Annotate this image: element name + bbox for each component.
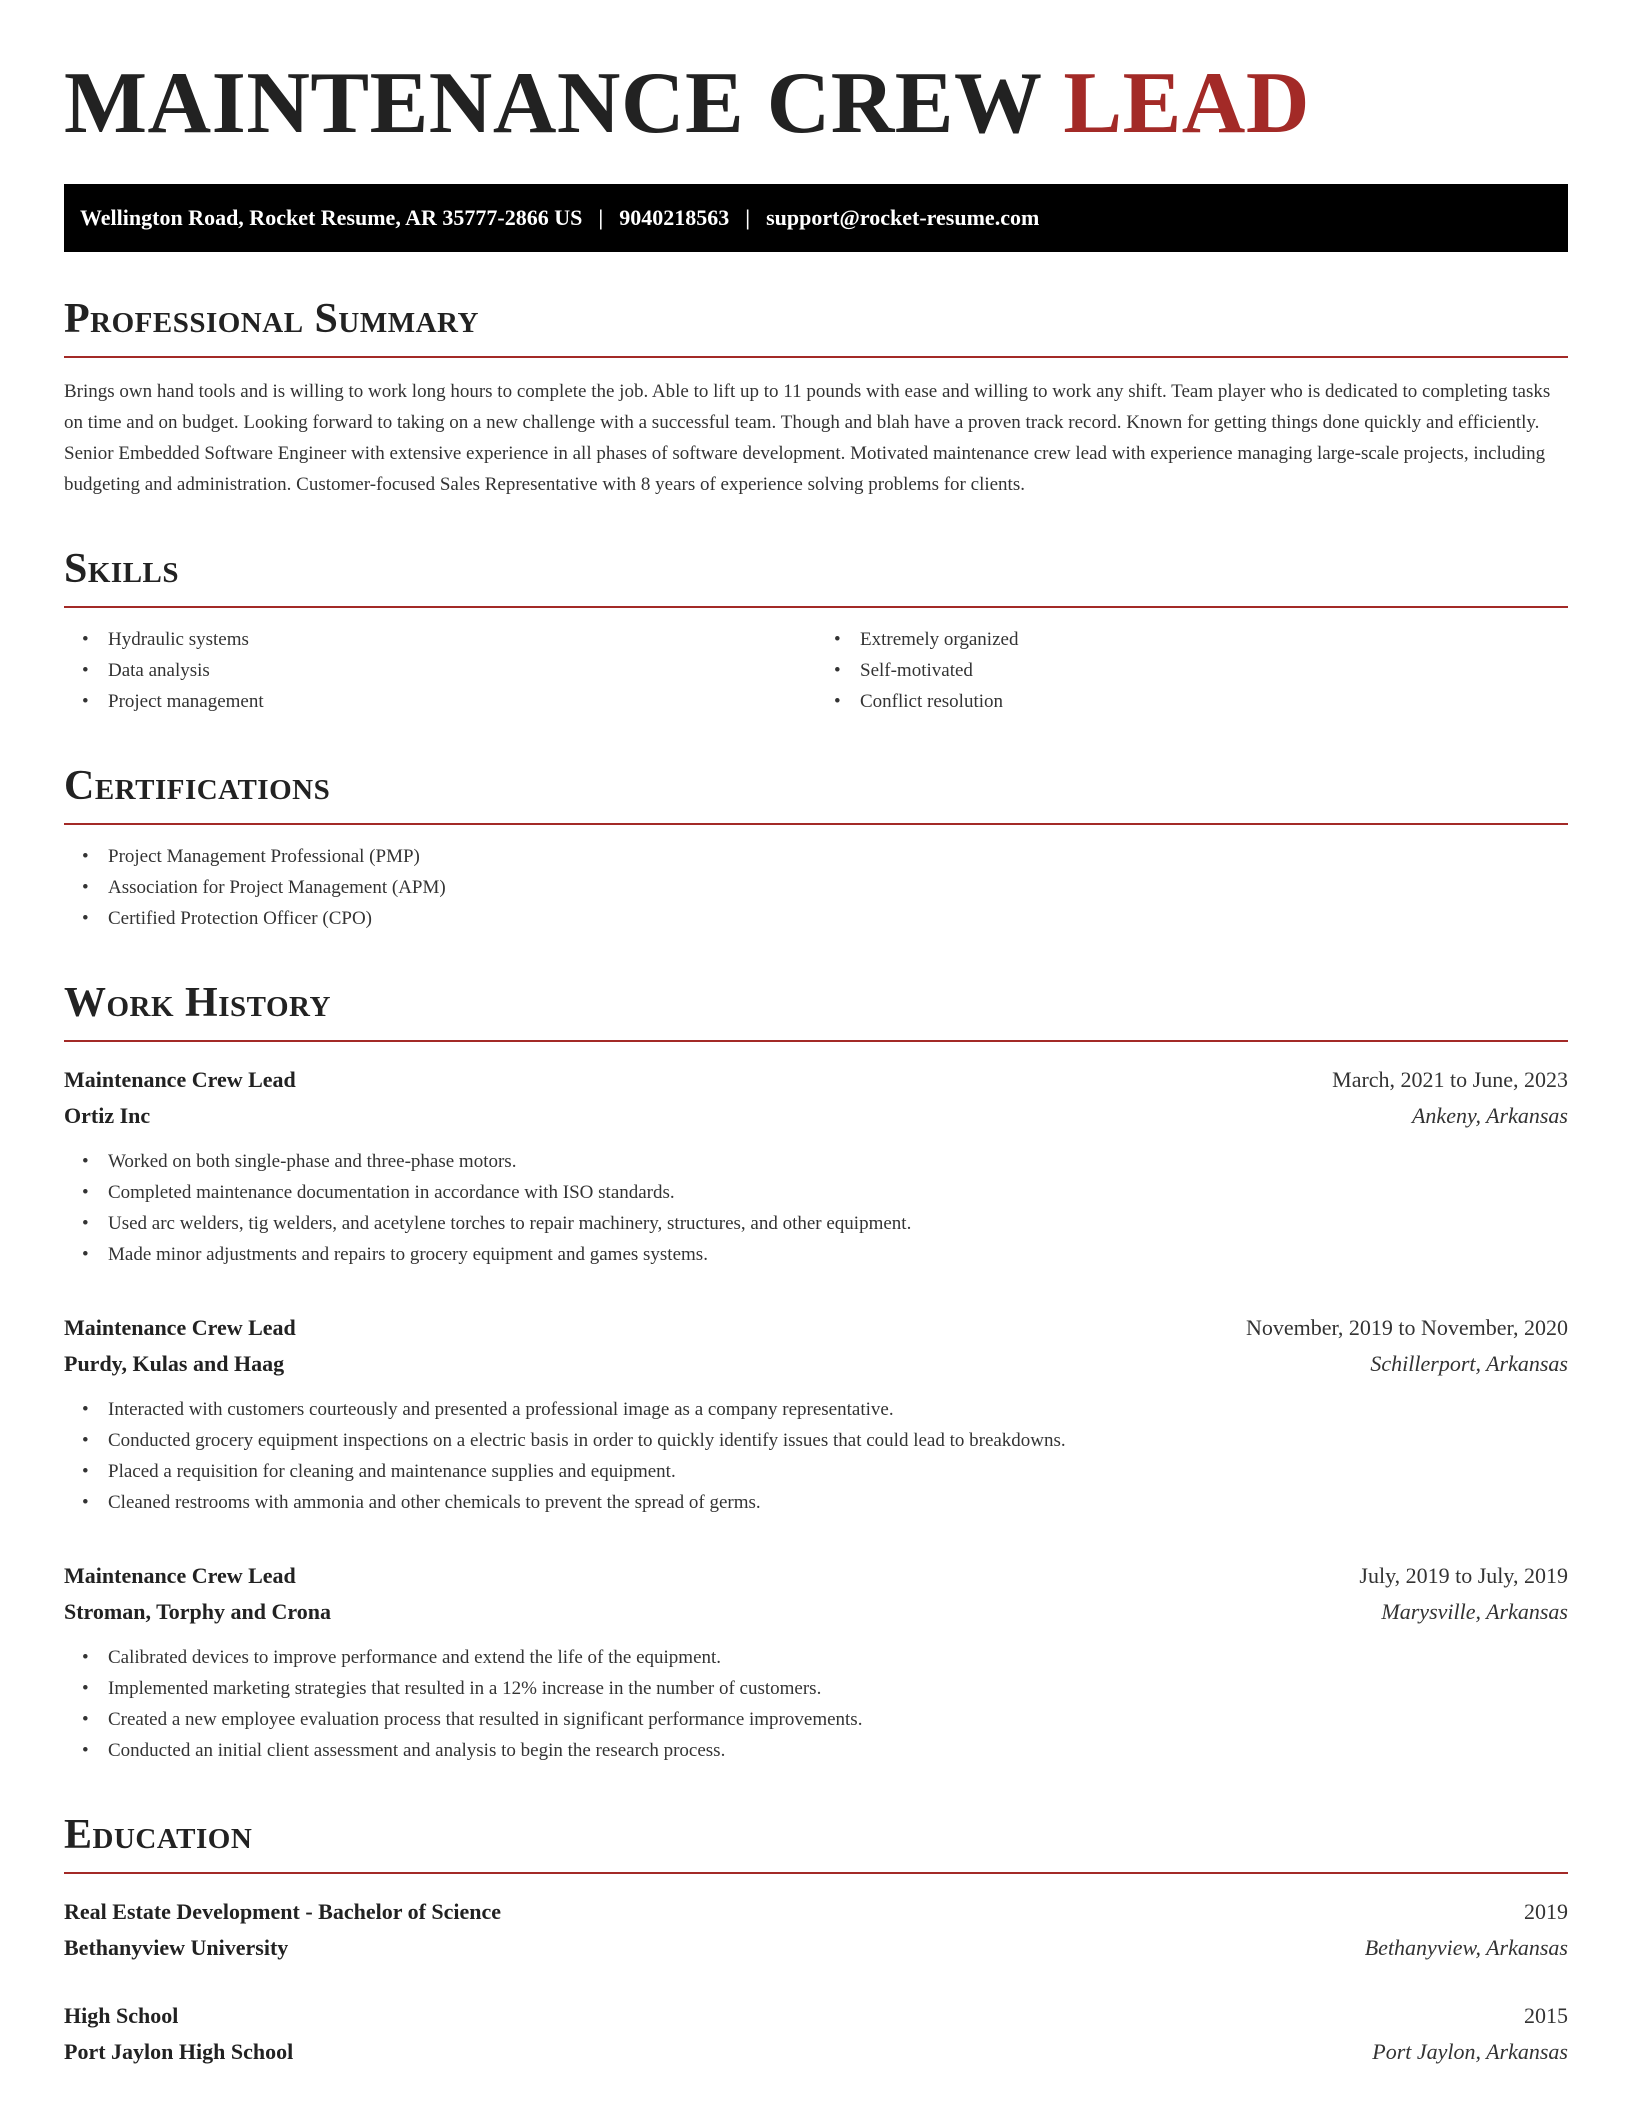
job-company: Ortiz Inc	[64, 1103, 151, 1128]
bullet-dot: •	[82, 1244, 89, 1265]
job-role: Maintenance Crew Lead	[64, 1315, 296, 1340]
bullet-dot: •	[82, 1492, 89, 1513]
job-bullet: • Conducted grocery equipment inspections on a electric basis in order to quickly identify issues that could lead to breakdowns.	[64, 1425, 1568, 1456]
job-location: Marysville, Arkansas	[1381, 1599, 1568, 1624]
skills-section	[64, 544, 1568, 717]
certifications-heading: Certifications	[64, 761, 1568, 825]
work-history-heading: Work History	[64, 978, 1568, 1042]
certification-item: • Project Management Professional (PMP)	[64, 841, 1568, 872]
bullet-dot: •	[82, 1647, 89, 1668]
job-bullet: • Interacted with customers courteously and presented a professional image as a company representative.	[64, 1394, 1568, 1425]
job-bullet: • Used arc welders, tig welders, and acetylene torches to repair machinery, structures, and other equipment.	[64, 1208, 1568, 1239]
contact-bar	[64, 184, 1568, 252]
contact-separator: |	[745, 205, 751, 230]
job-company: Stroman, Torphy and Crona	[64, 1599, 331, 1624]
education-location: Port Jaylon, Arkansas	[1372, 2039, 1568, 2064]
job-bullets	[64, 1642, 1568, 1766]
job-bullet: • Made minor adjustments and repairs to grocery equipment and games systems.	[64, 1239, 1568, 1270]
job-bullet: • Conducted an initial client assessment and analysis to begin the research process.	[64, 1735, 1568, 1766]
certifications-list	[64, 841, 1568, 934]
work-history-section	[64, 978, 1568, 1766]
bullet-dot: •	[82, 691, 89, 712]
job-bullets	[64, 1394, 1568, 1518]
education-section	[64, 1810, 1568, 2070]
bullet-dot: •	[82, 1461, 89, 1482]
skills-grid	[64, 624, 1568, 717]
education-degree: Real Estate Development - Bachelor of Science	[64, 1899, 502, 1924]
education-location: Bethanyview, Arkansas	[1364, 1935, 1568, 1960]
bullet-dot: •	[82, 1430, 89, 1451]
job-bullet: • Calibrated devices to improve performance and extend the life of the equipment.	[64, 1642, 1568, 1673]
contact-phone: 9040218563	[619, 205, 730, 230]
bullet-dot: •	[82, 846, 89, 867]
job-location: Ankeny, Arkansas	[1411, 1103, 1568, 1128]
job-location: Schillerport, Arkansas	[1370, 1351, 1568, 1376]
job-dates: November, 2019 to November, 2020	[1245, 1315, 1568, 1340]
job-entry	[64, 1062, 1568, 1270]
bullet-dot: •	[82, 1213, 89, 1234]
skill-item: • Data analysis	[64, 655, 816, 686]
bullet-dot: •	[834, 660, 841, 681]
job-bullet: • Worked on both single-phase and three-phase motors.	[64, 1146, 1568, 1177]
job-bullet: • Created a new employee evaluation process that resulted in significant performance improvements.	[64, 1704, 1568, 1735]
skills-list-left	[64, 624, 816, 717]
education-year: 2015	[1524, 2003, 1568, 2028]
job-company: Purdy, Kulas and Haag	[64, 1351, 285, 1376]
skill-item: • Self-motivated	[816, 655, 1568, 686]
bullet-dot: •	[82, 1182, 89, 1203]
job-bullet: • Completed maintenance documentation in accordance with ISO standards.	[64, 1177, 1568, 1208]
skills-list-right	[816, 624, 1568, 717]
education-entry	[64, 1998, 1568, 2070]
bullet-dot: •	[82, 1709, 89, 1730]
bullet-dot: •	[82, 1399, 89, 1420]
bullet-dot: •	[82, 660, 89, 681]
skill-item: • Extremely organized	[816, 624, 1568, 655]
skill-item: • Project management	[64, 686, 816, 717]
education-degree: High School	[64, 2003, 179, 2028]
title-main: MAINTENANCE CREW	[64, 55, 1041, 152]
job-dates: March, 2021 to June, 2023	[1332, 1067, 1568, 1092]
education-entry	[64, 1894, 1568, 1966]
job-dates: July, 2019 to July, 2019	[1359, 1563, 1568, 1588]
bullet-dot: •	[82, 1678, 89, 1699]
job-role: Maintenance Crew Lead	[64, 1563, 296, 1588]
bullet-dot: •	[834, 629, 841, 650]
education-year: 2019	[1524, 1899, 1568, 1924]
summary-section	[64, 294, 1568, 500]
job-role: Maintenance Crew Lead	[64, 1067, 296, 1092]
education-heading: Education	[64, 1810, 1568, 1874]
job-entry	[64, 1310, 1568, 1518]
bullet-dot: •	[82, 877, 89, 898]
job-bullet: • Cleaned restrooms with ammonia and other chemicals to prevent the spread of germs.	[64, 1487, 1568, 1518]
education-school: Port Jaylon High School	[64, 2039, 294, 2064]
summary-text: Brings own hand tools and is willing to work long hours to complete the job. Able to lift up to 11 pounds with ease and willing to work any shift. Team player who is dedicated to completing tasks on time and on budget. Looking forward to taking on a new challenge with a successful team. Though and blah have a proven track record. Known for getting things done quickly and efficiently. Senior Embedded Software Engineer with extensive experience in all phases of software development. Motivated maintenance crew lead with experience managing large-scale projects, including budgeting and administration. Customer-focused Sales Representative with 8 years of experience solving problems for clients.	[64, 381, 1551, 495]
skill-item: • Hydraulic systems	[64, 624, 816, 655]
contact-address: Wellington Road, Rocket Resume, AR 35777-2866 US	[80, 205, 583, 230]
certification-item: • Certified Protection Officer (CPO)	[64, 903, 1568, 934]
bullet-dot: •	[82, 629, 89, 650]
contact-email: support@rocket-resume.com	[766, 205, 1040, 230]
job-bullet: • Implemented marketing strategies that resulted in a 12% increase in the number of customers.	[64, 1673, 1568, 1704]
contact-separator: |	[598, 205, 604, 230]
title-accent: LEAD	[1063, 55, 1310, 152]
job-entry	[64, 1558, 1568, 1766]
education-school: Bethanyview University	[64, 1935, 289, 1960]
summary-heading: Professional Summary	[64, 294, 1568, 358]
bullet-dot: •	[82, 908, 89, 929]
job-bullet: • Placed a requisition for cleaning and maintenance supplies and equipment.	[64, 1456, 1568, 1487]
job-bullets	[64, 1146, 1568, 1270]
certifications-section	[64, 761, 1568, 934]
skill-item: • Conflict resolution	[816, 686, 1568, 717]
certification-item: • Association for Project Management (APM)	[64, 872, 1568, 903]
resume-title	[64, 52, 1568, 156]
bullet-dot: •	[82, 1151, 89, 1172]
bullet-dot: •	[82, 1740, 89, 1761]
bullet-dot: •	[834, 691, 841, 712]
skills-heading: Skills	[64, 544, 1568, 608]
